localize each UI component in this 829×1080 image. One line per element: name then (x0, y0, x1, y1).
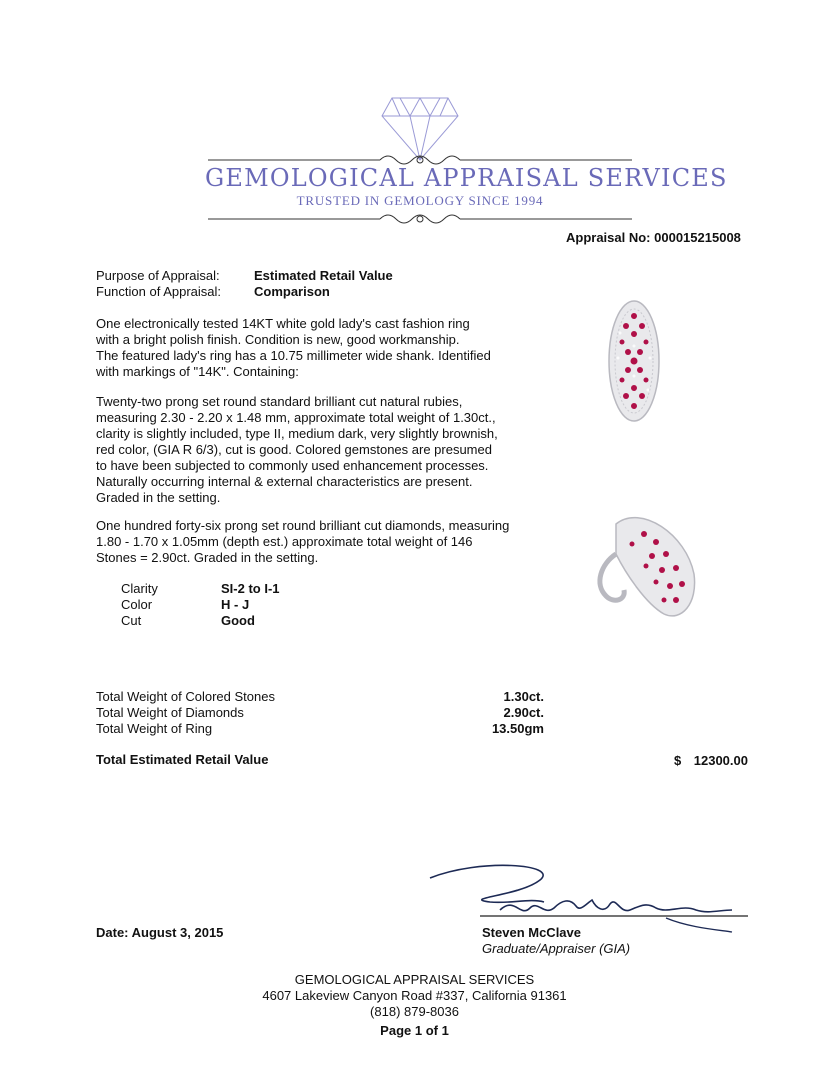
weight-colored-stones-label: Total Weight of Colored Stones (96, 689, 275, 704)
function-label: Function of Appraisal: (96, 284, 222, 299)
grading-color-value: H - J (221, 597, 250, 612)
description-line: with a bright polish finish. Condition is new, good workmanship. (96, 332, 460, 347)
grading-clarity-label: Clarity (121, 581, 158, 596)
description-line: Twenty-two prong set round standard brilliant cut natural rubies, (96, 394, 463, 409)
description-paragraph-diamonds (96, 518, 509, 566)
weight-colored-stones-value: 1.30ct. (503, 689, 544, 704)
appraiser-signature (420, 858, 750, 938)
weight-diamonds-label: Total Weight of Diamonds (96, 705, 244, 720)
description-line: The featured lady's ring has a 10.75 millimeter wide shank. Identified (96, 348, 491, 363)
ornament-bottom (208, 215, 632, 223)
grading-cut-value: Good (221, 613, 255, 628)
purpose-label: Purpose of Appraisal: (96, 268, 220, 283)
diamond-icon (382, 98, 458, 160)
brand-tagline: TRUSTED IN GEMOLOGY SINCE 1994 (296, 193, 544, 208)
date-label: Date: (96, 925, 129, 940)
description-line: Naturally occurring internal & external characteristics are present. (96, 474, 473, 489)
ring-photo-side-view (586, 504, 702, 624)
description-line: with markings of "14K". Containing: (96, 364, 299, 379)
function-value: Comparison (254, 284, 330, 299)
description-line: One hundred forty-six prong set round brilliant cut diamonds, measuring (96, 518, 510, 533)
appraisal-number-label: Appraisal No: (566, 230, 651, 245)
appraiser-name: Steven McClave (482, 925, 581, 940)
page-number: Page 1 of 1 (380, 1023, 449, 1038)
description-line: Stones = 2.90ct. Graded in the setting. (96, 550, 319, 565)
grading-cut-label: Cut (121, 613, 142, 628)
footer-address: 4607 Lakeview Canyon Road #337, California 91361 (262, 988, 567, 1003)
weight-diamonds-value: 2.90ct. (503, 705, 544, 720)
description-paragraph-ring (96, 316, 491, 380)
description-line: to have been subjected to commonly used enhancement processes. (96, 458, 489, 473)
footer-phone: (818) 879-8036 (370, 1004, 459, 1019)
total-value-currency: $ (674, 753, 682, 768)
brand-name: GEMOLOGICAL APPRAISAL SERVICES (205, 164, 728, 192)
grading-color-label: Color (121, 597, 153, 612)
appraisal-date (96, 925, 223, 941)
description-line: 1.80 - 1.70 x 1.05mm (depth est.) approximate total weight of 146 (96, 534, 473, 549)
grading-clarity-value: SI-2 to I-1 (221, 581, 280, 596)
description-paragraph-rubies (96, 394, 498, 506)
brand-logo (200, 90, 728, 230)
description-line: clarity is slightly included, type II, medium dark, very slightly brownish, (96, 426, 498, 441)
footer-company: GEMOLOGICAL APPRAISAL SERVICES (294, 972, 535, 987)
appraisal-number (566, 230, 741, 246)
appraisal-number-value: 000015215008 (654, 230, 741, 245)
appraiser-title: Graduate/Appraiser (GIA) (482, 941, 631, 956)
purpose-value: Estimated Retail Value (254, 268, 393, 283)
description-line: One electronically tested 14KT white gold lady's cast fashion ring (96, 316, 470, 331)
description-line: measuring 2.30 - 2.20 x 1.48 mm, approximate total weight of 1.30ct., (96, 410, 496, 425)
date-value: August 3, 2015 (131, 925, 224, 940)
description-line: Graded in the setting. (96, 490, 221, 505)
ring-photo-top-view (606, 298, 662, 424)
weight-ring-label: Total Weight of Ring (96, 721, 213, 736)
description-line: red color, (GIA R 6/3), cut is good. Colored gemstones are presumed (96, 442, 492, 457)
weight-ring-value: 13.50gm (491, 721, 544, 736)
total-value-label: Total Estimated Retail Value (96, 752, 269, 767)
total-value-amount: 12300.00 (693, 753, 748, 768)
